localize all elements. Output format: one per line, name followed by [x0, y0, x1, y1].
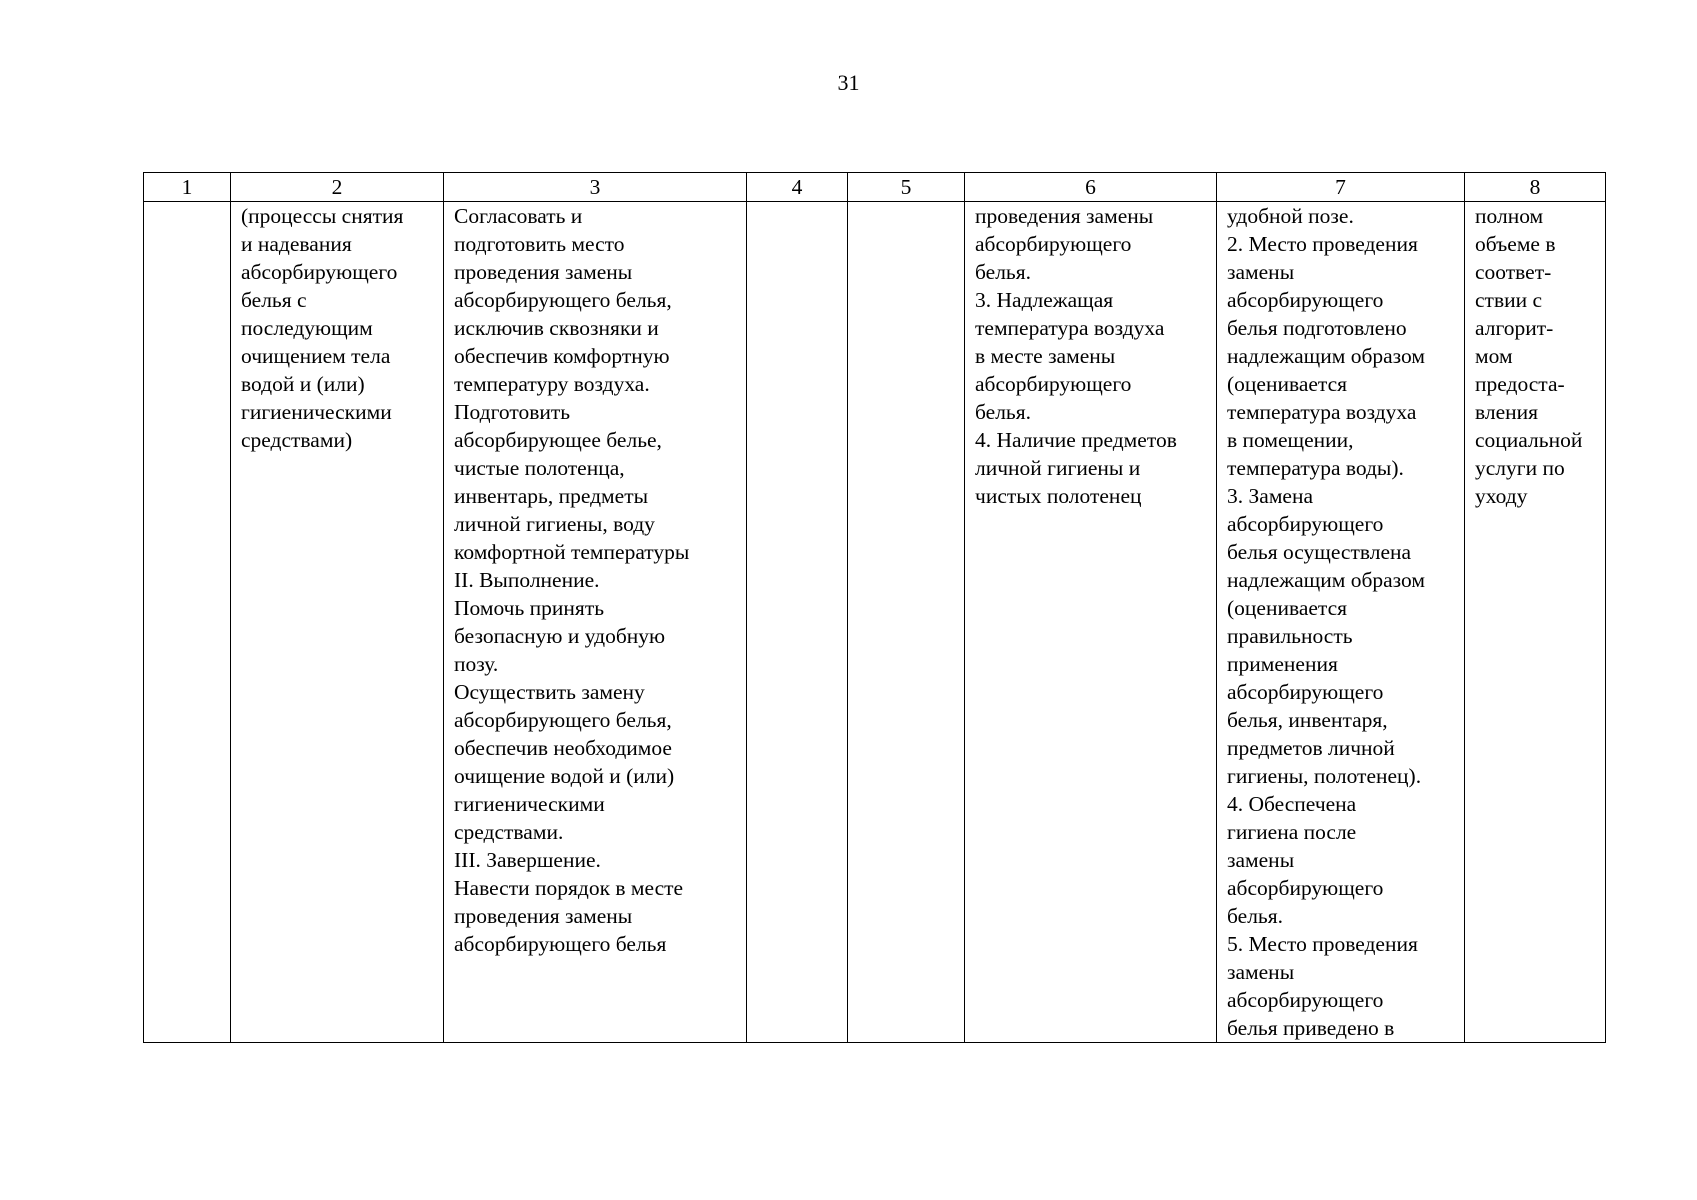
cell-text-line: 3. Надлежащая	[975, 288, 1114, 312]
cell-text-line: водой и (или)	[241, 372, 365, 396]
cell-text-line: предоста-	[1475, 372, 1565, 396]
cell-text-line: белья с	[241, 288, 307, 312]
cell-text-line: социальной	[1475, 428, 1583, 452]
cell-text-line: последующим	[241, 316, 373, 340]
cell-text-line: Осуществить замену	[454, 680, 645, 704]
cell-text-line: абсорбирующего белья,	[454, 708, 672, 732]
cell-col-1	[144, 202, 231, 1043]
page-number: 31	[837, 70, 860, 95]
service-table	[143, 172, 1606, 1043]
column-header-4: 4	[747, 173, 848, 202]
column-header-8: 8	[1465, 173, 1606, 202]
cell-text-line: личной гигиены и	[975, 456, 1141, 480]
cell-text-line: и надевания	[241, 232, 352, 256]
cell-text-line: абсорбирующего белья	[454, 932, 667, 956]
cell-text-line: белья осуществлена	[1227, 540, 1412, 564]
cell-text-line: абсорбирующего	[1227, 876, 1384, 900]
cell-text-line: чистых полотенец	[975, 484, 1142, 508]
table-row	[144, 202, 1606, 1043]
cell-col-5	[848, 202, 965, 1043]
cell-text-line: обеспечив необходимое	[454, 736, 672, 760]
cell-text-line: белья.	[975, 260, 1031, 284]
cell-text-line: исключив сквозняки и	[454, 316, 659, 340]
column-header-1: 1	[144, 173, 231, 202]
cell-text-line: белья.	[1227, 904, 1283, 928]
cell-text-line: абсорбирующее белье,	[454, 428, 662, 452]
cell-text-line: замены	[1227, 260, 1295, 284]
cell-text-line: II. Выполнение.	[454, 568, 600, 592]
cell-text-line: объеме в	[1475, 232, 1556, 256]
cell-text-line: (оценивается	[1227, 596, 1348, 620]
cell-col-6	[965, 202, 1217, 1043]
cell-text-line: III. Завершение.	[454, 848, 601, 872]
cell-text-line: проведения замены	[454, 260, 633, 284]
cell-text-line: абсорбирующего белья,	[454, 288, 672, 312]
column-header-3: 3	[444, 173, 747, 202]
cell-text-line: проведения замены	[454, 904, 633, 928]
cell-text-line: белья, инвентаря,	[1227, 708, 1388, 732]
cell-text-line: обеспечив комфортную	[454, 344, 670, 368]
cell-text-line: гигиеническими	[241, 400, 392, 424]
cell-text-line: Помочь принять	[454, 596, 605, 620]
cell-text-line: абсорбирующего	[1227, 512, 1384, 536]
column-header-5: 5	[848, 173, 965, 202]
cell-text-line: в месте замены	[975, 344, 1116, 368]
cell-text-line: вления	[1475, 400, 1539, 424]
cell-col-2	[231, 202, 444, 1043]
cell-text-line: чистые полотенца,	[454, 456, 625, 480]
cell-text-line: средствами)	[241, 428, 353, 452]
cell-text-line: надлежащим образом	[1227, 344, 1425, 368]
cell-text-line: правильность	[1227, 624, 1353, 648]
cell-text-line: белья подготовлено	[1227, 316, 1407, 340]
cell-text-line: применения	[1227, 652, 1338, 676]
cell-text-line: замены	[1227, 848, 1295, 872]
cell-text-line: ствии с	[1475, 288, 1543, 312]
cell-text-line: соответ-	[1475, 260, 1552, 284]
cell-text-line: 4. Наличие предметов	[975, 428, 1177, 452]
cell-text-line: средствами.	[454, 820, 564, 844]
cell-text-line: Согласовать и	[454, 204, 583, 228]
cell-text-line: 3. Замена	[1227, 484, 1314, 508]
cell-text-line: замены	[1227, 960, 1295, 984]
cell-text-line: белья.	[975, 400, 1031, 424]
cell-text-line: Навести порядок в месте	[454, 876, 684, 900]
cell-col-3	[444, 202, 747, 1043]
cell-text-line: (процессы снятия	[241, 204, 404, 228]
cell-text-line: услуги по	[1475, 456, 1565, 480]
cell-text-line: уходу	[1475, 484, 1528, 508]
cell-text-line: (оценивается	[1227, 372, 1348, 396]
cell-text-line: 5. Место проведения	[1227, 932, 1418, 956]
cell-text-line: абсорбирующего	[241, 260, 398, 284]
cell-col-4	[747, 202, 848, 1043]
cell-text-line: подготовить место	[454, 232, 625, 256]
cell-text-line: надлежащим образом	[1227, 568, 1425, 592]
cell-text-line: предметов личной	[1227, 736, 1395, 760]
cell-text-line: проведения замены	[975, 204, 1154, 228]
cell-text-line: белья приведено в	[1227, 1016, 1395, 1040]
cell-text-line: гигиеническими	[454, 792, 605, 816]
column-header-7: 7	[1217, 173, 1465, 202]
cell-text-line: абсорбирующего	[1227, 288, 1384, 312]
cell-text-line: гигиены, полотенец).	[1227, 764, 1422, 788]
cell-text-line: 2. Место проведения	[1227, 232, 1418, 256]
cell-text-line: инвентарь, предметы	[454, 484, 649, 508]
cell-text-line: 4. Обеспечена	[1227, 792, 1357, 816]
column-header-2: 2	[231, 173, 444, 202]
cell-text-line: абсорбирующего	[1227, 680, 1384, 704]
cell-text-line: абсорбирующего	[975, 232, 1132, 256]
cell-text-line: абсорбирующего	[975, 372, 1132, 396]
cell-text-line: удобной позе.	[1227, 204, 1354, 228]
cell-col-8	[1465, 202, 1606, 1043]
cell-text-line: комфортной температуры	[454, 540, 690, 564]
cell-col-7	[1217, 202, 1465, 1043]
cell-text-line: абсорбирующего	[1227, 988, 1384, 1012]
cell-text-line: полном	[1475, 204, 1544, 228]
cell-text-line: температуру воздуха.	[454, 372, 650, 396]
cell-text-line: позу.	[454, 652, 499, 676]
cell-text-line: безопасную и удобную	[454, 624, 666, 648]
cell-text-line: очищением тела	[241, 344, 391, 368]
cell-text-line: личной гигиены, воду	[454, 512, 655, 536]
cell-text-line: Подготовить	[454, 400, 571, 424]
column-header-6: 6	[965, 173, 1217, 202]
table-header-row	[144, 173, 1606, 202]
cell-text-line: гигиена после	[1227, 820, 1357, 844]
cell-text-line: в помещении,	[1227, 428, 1354, 452]
cell-text-line: мом	[1475, 344, 1513, 368]
cell-text-line: очищение водой и (или)	[454, 764, 675, 788]
cell-text-line: температура воздуха	[1227, 400, 1417, 424]
cell-text-line: алгорит-	[1475, 316, 1554, 340]
cell-text-line: температура воды).	[1227, 456, 1404, 480]
cell-text-line: температура воздуха	[975, 316, 1165, 340]
